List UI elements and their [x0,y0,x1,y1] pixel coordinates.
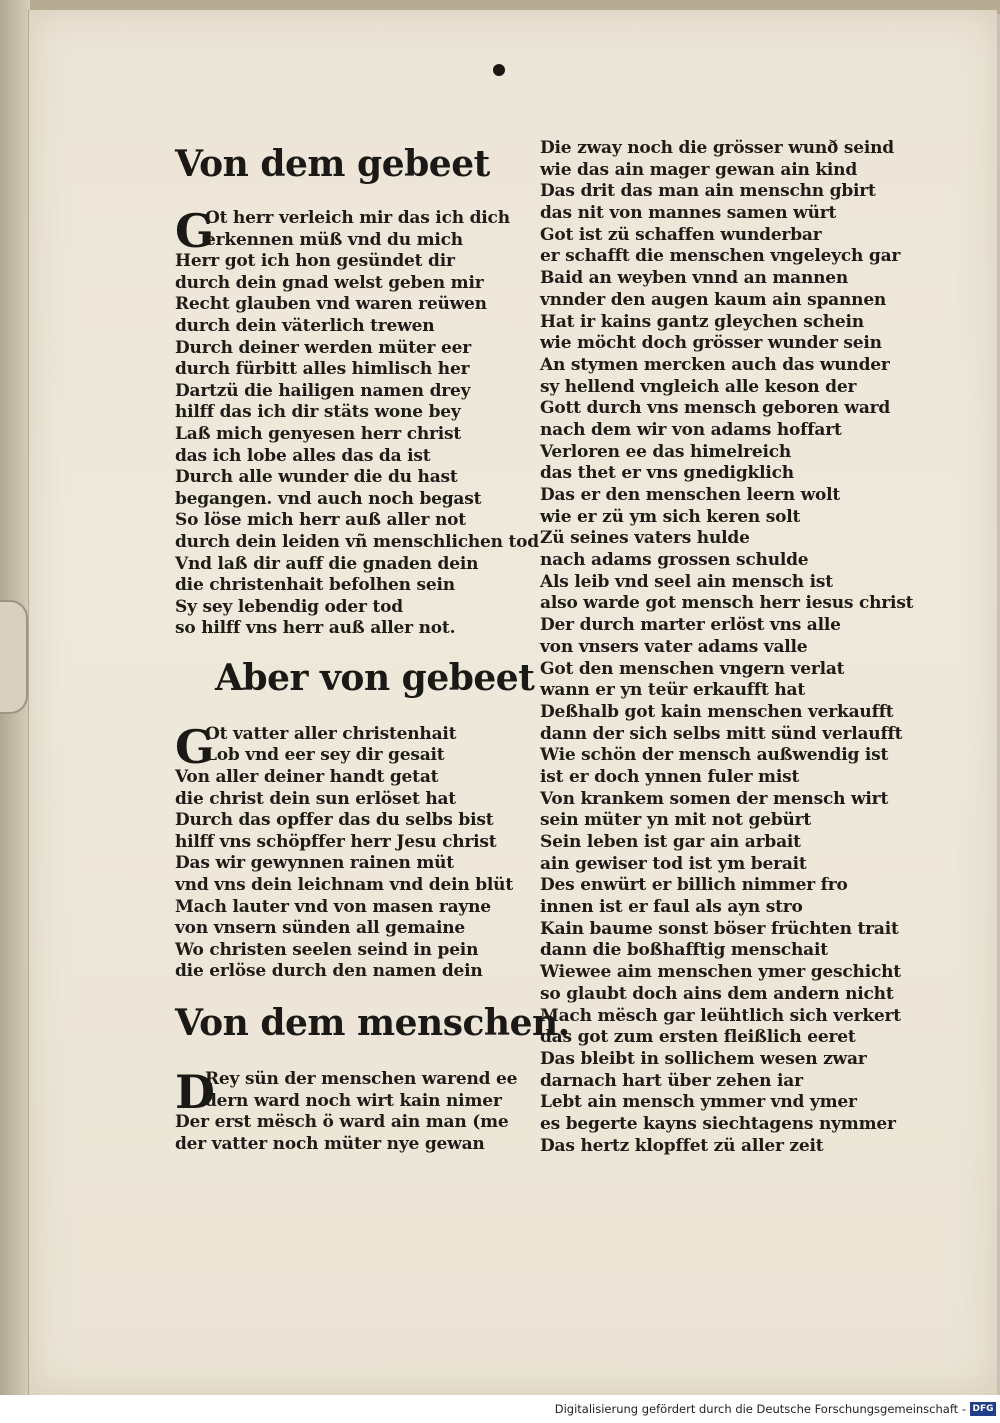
verse-line: Von krankem somen der mensch wirt [540,788,889,809]
verse-line: Durch deiner werden müter eer [175,337,471,358]
verse-line: durch fürbitt alles himlisch her [175,359,470,380]
verse-line: durch dein väterlich trewen [175,315,435,336]
verse-line: Das wir gewynnen rainen müt [175,853,454,874]
section-3 [175,1065,545,1155]
verse-line: erkennen müß vnd du mich [205,229,463,250]
verse-line: Von aller deiner handt getat [175,767,439,788]
verse-line: Dartzü die hailigen namen drey [175,380,471,401]
verse-line: Baid an weyben vnnd an mannen [540,268,849,289]
verse-line: darnach hart über zehen iar [540,1070,803,1091]
heading-von-dem-gebeet: Von dem gebeet [175,143,490,185]
verse-line: ist er doch ynnen fuler mist [540,766,800,787]
verse-line: Deßhalb got kain menschen verkaufft [540,701,894,722]
verse-line: das ich lobe alles das da ist [175,445,431,466]
verse-line: sy hellend vngleich alle keson der [540,376,857,397]
verse-line: wie möcht doch grösser wunder sein [540,333,882,354]
verse-line: dann die boßhafftig menschait [540,940,828,961]
right-column [540,138,914,1157]
clasp-icon [0,600,28,714]
verse-line: vnd vns dein leichnam vnd dein blüt [175,875,513,896]
verse-line: hilff das ich dir stäts wone bey [175,402,461,423]
verse-line: Sein leben ist gar ain arbait [540,832,801,852]
verse-line: Durch alle wunder die du hast [175,467,458,488]
verse-line: Das bleibt in sollichem wesen zwar [540,1048,867,1069]
verse-line: Des enwürt er billich nimmer fro [540,875,848,896]
verse-line: sein müter yn mit not gebürt [540,810,812,831]
verse-line: Durch das opffer das du selbs bist [175,810,494,831]
verse-line: begangen. vnd auch noch begast [175,488,482,509]
verse-line: so glaubt doch ains dem andern nicht [540,983,894,1004]
verse-line: Zü seines vaters hulde [540,528,750,549]
initial-d-icon: D [175,1065,215,1119]
verse-line: die erlöse durch den namen dein [175,961,483,982]
verse-line: Hat ir kains gantz gleychen schein [540,311,864,332]
dfg-logo-icon: DFG [970,1402,996,1416]
verse-line: Lebt ain mensch ymmer vnd ymer [540,1092,857,1113]
verse-line: Das drit das man ain menschn gbirt [540,181,876,202]
verse-line: ain gewiser tod ist ym berait [540,853,807,874]
verse-line: von vnsers vater adams valle [540,636,808,657]
verse-line: An stymen mercken auch das wunder [540,354,890,375]
initial-g-icon: G [175,204,215,258]
verse-line: Das er den menschen leern wolt [540,485,841,505]
verse-line: Sy sey lebendig oder tod [175,596,403,617]
verse-line: wie er zü ym sich keren solt [540,506,801,527]
verse-line: Gott durch vns mensch geboren ward [540,398,891,419]
verse-line: der vatter noch müter nye gewan [175,1133,485,1154]
verse-line: Ot herr verleich mir das ich dich [205,208,510,228]
verse-line: durch dein gnad welst geben mir [175,272,484,293]
verse-line: Das hertz klopffet zü aller zeit [540,1135,824,1156]
verse-line: hilff vns schöpffer herr Jesu christ [175,831,497,852]
verse-line: dern ward noch wirt kain nimer [205,1090,502,1111]
verse-line: vnnder den augen kaum ain spannen [540,289,887,310]
ink-blot-icon [493,64,505,76]
verse-line: er schafft die menschen vngeleych gar [540,246,901,267]
verse-line: Ot vatter aller christenhait [205,723,457,744]
heading-aber-von-gebeet: Aber von gebeet [215,656,535,699]
verse-line: es begerte kayns siechtagens nymmer [540,1113,896,1134]
verse-line: Wiewee aim menschen ymer geschicht [540,962,901,983]
section-1 [175,204,545,640]
verse-line: Got den menschen vngern verlat [540,658,845,679]
verse-line: das nit von mannes samen würt [540,203,837,224]
section-2 [175,719,545,983]
verse-line: Recht glauben vnd waren reüwen [175,294,487,315]
verse-line: von vnsern sünden all gemaine [175,918,466,939]
verse-line: die christ dein sun erlöset hat [175,788,456,809]
verse-line: Got ist zü schaffen wunderbar [540,224,822,245]
verse-line: dann der sich selbs mitt sünd verlaufft [540,723,903,744]
footer-credit: Digitalisierung gefördert durch die Deutsche Forschungsgemeinschaft - [554,1402,966,1416]
verse-line: Der erst mësch ö ward ain man (me [175,1112,509,1133]
verse-line: Mach lauter vnd von masen rayne [175,896,491,917]
verse-line: Als leib vnd seel ain mensch ist [540,571,833,592]
verse-line: nach dem wir von adams hoffart [540,419,842,440]
verse-line: Wo christen seelen seind in pein [175,939,479,960]
verse-line: innen ist er faul als ayn stro [540,897,803,918]
verse-line: die christenhait befolhen sein [175,575,455,596]
left-column [175,140,570,1155]
verse-line: Die zway noch die grösser wunð seind [540,138,894,158]
verse-line: Mach mësch gar leühtlich sich verkert [540,1005,901,1026]
verse-line: Vnd laß dir auff die gnaden dein [175,553,479,574]
verse-line: nach adams grossen schulde [540,550,809,571]
verse-line: Der durch marter erlöst vns alle [540,615,841,636]
verse-line: das thet er vns gnedigklich [540,463,794,484]
heading-von-dem-menschen: Von dem menschen. [175,1002,570,1044]
verse-line: Kain baume sonst böser früchten trait [540,918,899,939]
verse-line: durch dein leiden vñ menschlichen tod [175,531,539,552]
verse-line: Herr got ich hon gesündet dir [175,251,455,272]
verse-line: wann er yn teür erkaufft hat [540,680,805,701]
initial-g-icon: G [175,719,215,774]
verse-line: Lob vnd eer sey dir gesait [205,745,445,766]
verse-line: Rey sün der menschen warend ee [205,1069,518,1089]
verse-line: wie das ain mager gewan ain kind [540,159,858,180]
verse-line: Laß mich genyesen herr christ [175,423,462,444]
verse-line: Wie schön der mensch außwendig ist [540,745,889,766]
verse-line: So löse mich herr auß aller not [175,510,466,531]
verse-line: Verloren ee das himelreich [540,441,792,462]
verse-line: das got zum ersten fleißlich eeret [540,1027,856,1048]
verse-line: also warde got mensch herr iesus christ [540,593,914,614]
verse-line: so hilff vns herr auß aller not. [175,618,456,639]
